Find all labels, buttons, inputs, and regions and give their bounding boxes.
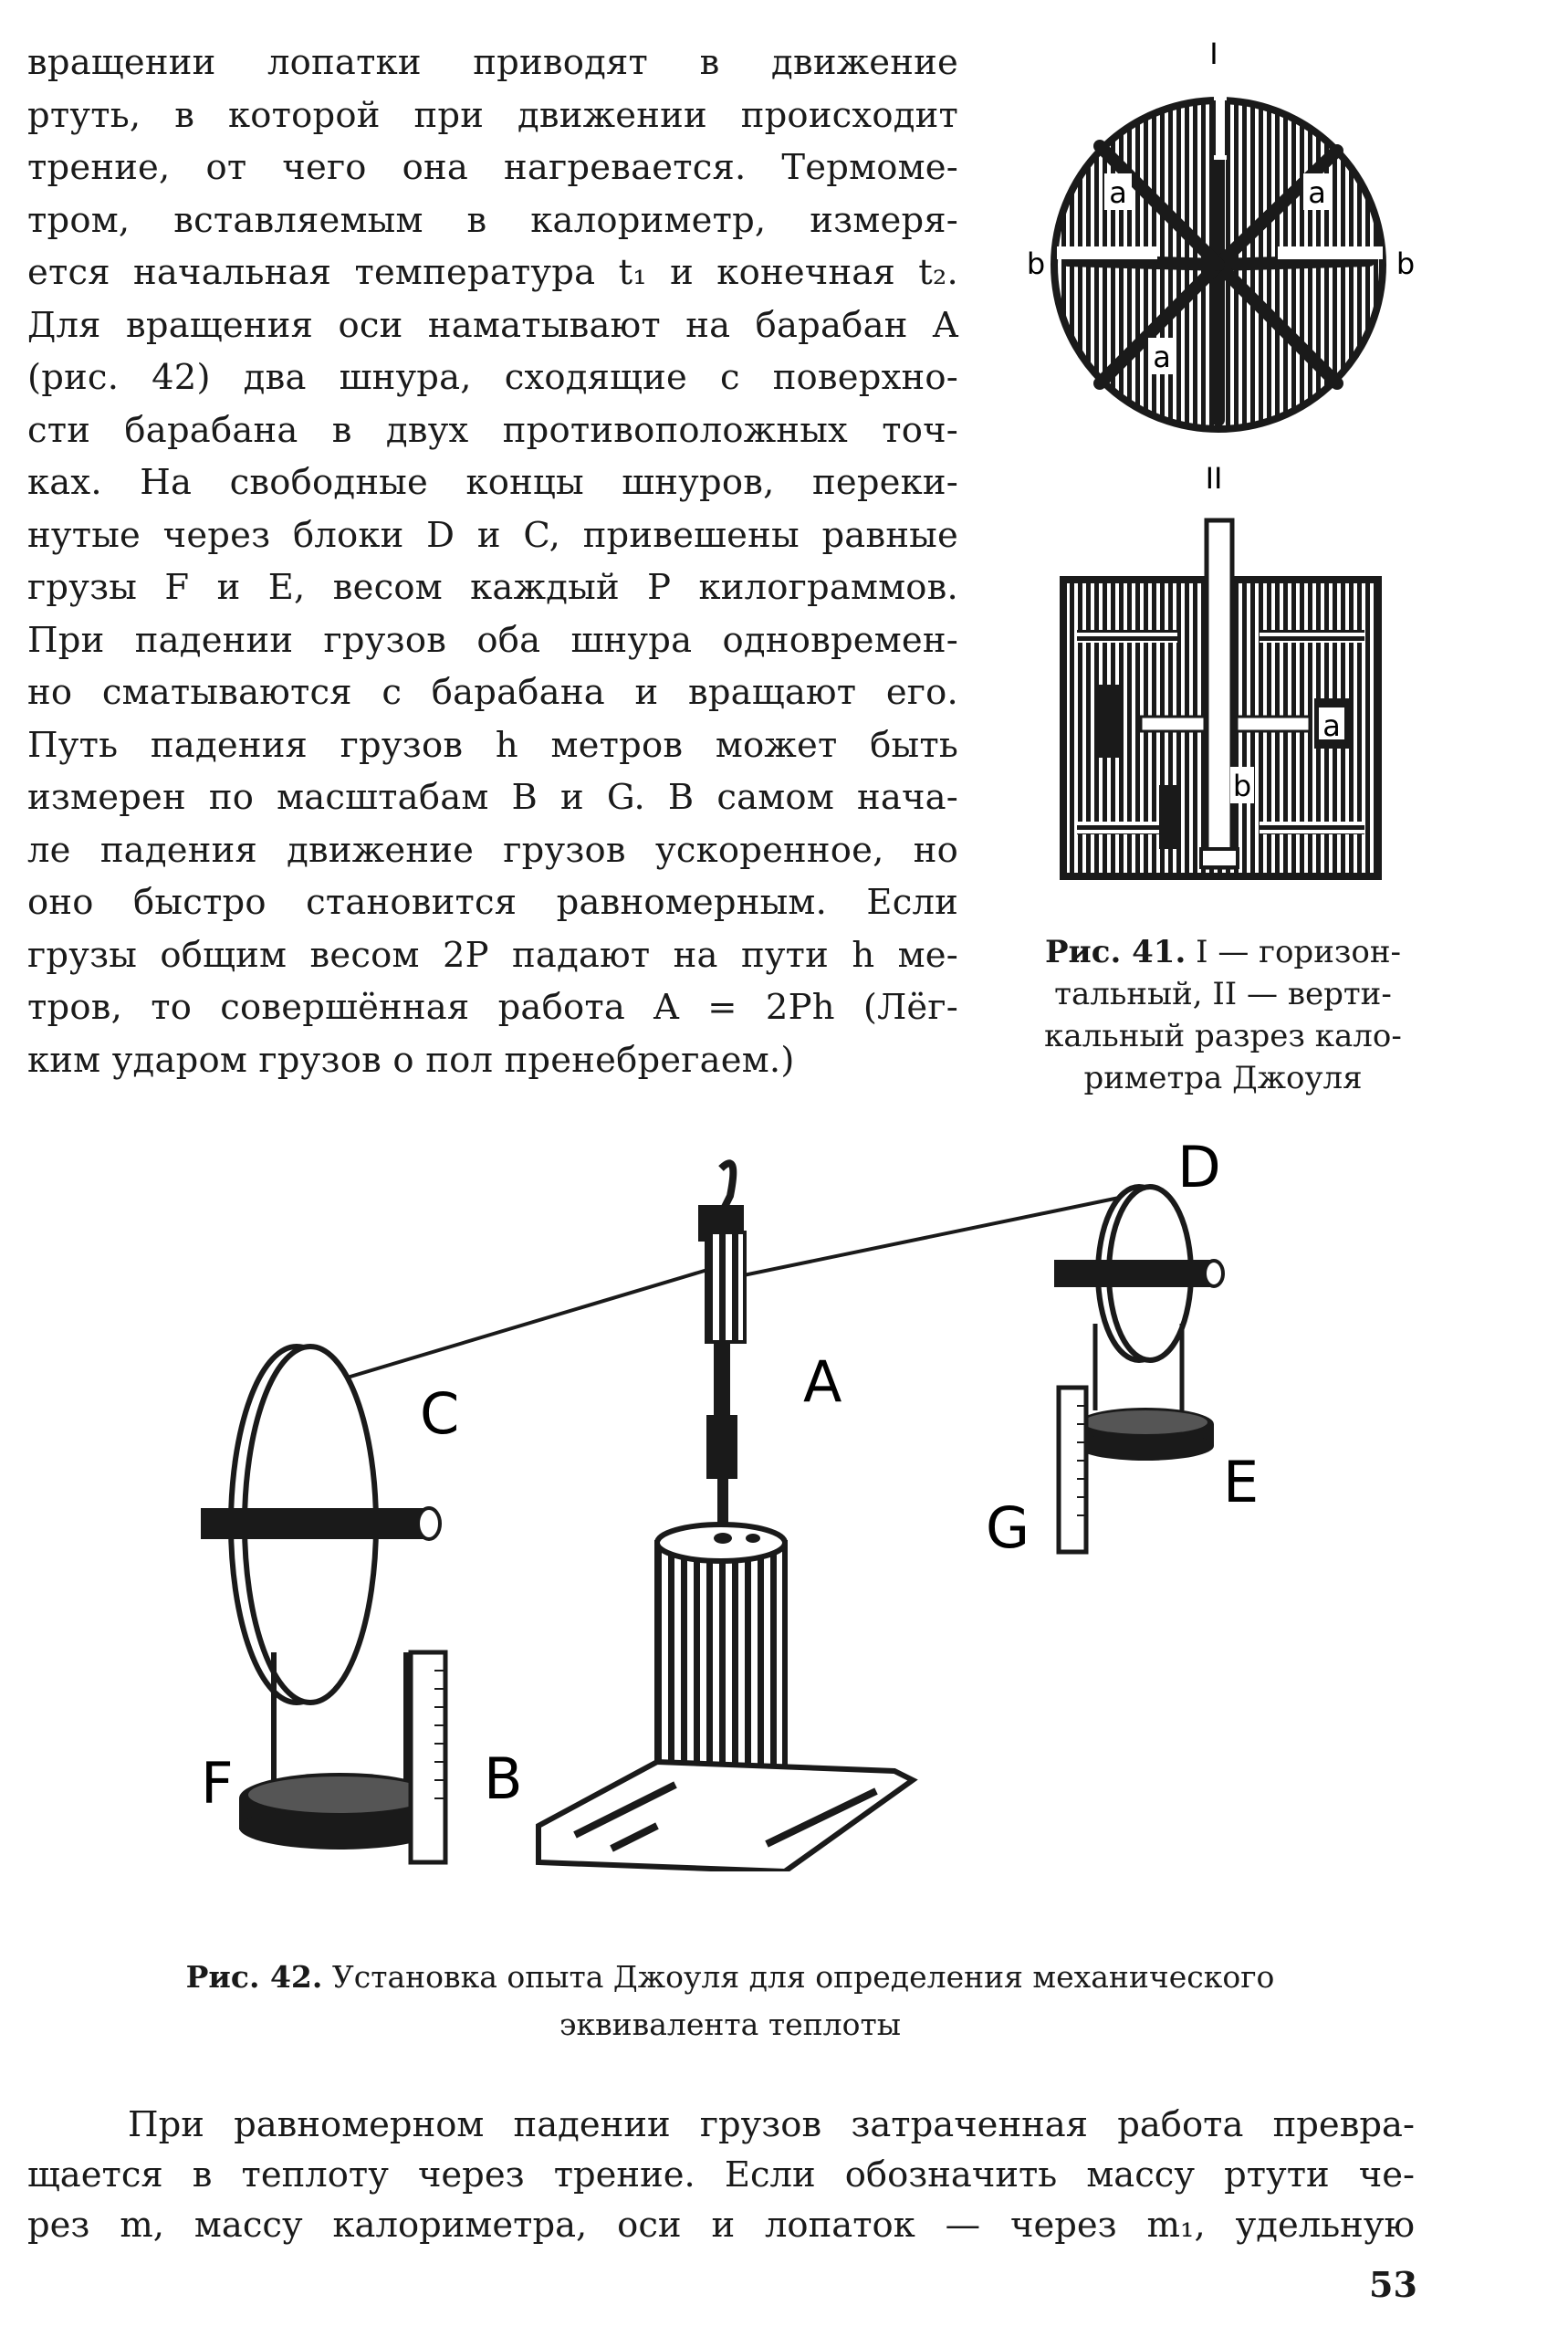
- text-line: тром, вставляемым в калориметр, измеря-: [27, 199, 958, 241]
- text-line: Для вращения оси наматывают на барабан A: [27, 304, 958, 346]
- caption-line-2: эквивалента теплоты: [559, 2007, 901, 2042]
- caption-line-1: [1013, 931, 1433, 973]
- text-line: трение, от чего она нагревается. Термоме-: [27, 147, 958, 188]
- figure-41-caption: [1013, 931, 1433, 1099]
- text-line: (рис. 42) два шнура, сходящие с поверхно-: [27, 357, 958, 398]
- text-line: грузы F и E, весом каждый P килограммов.: [27, 567, 958, 608]
- label-D: D: [1177, 1141, 1221, 1200]
- horizontal-section: [1054, 87, 1383, 429]
- caption-label: Рис. 41.: [1044, 934, 1186, 970]
- figure-42: [183, 1141, 1278, 1871]
- calorimeter-sections: [1004, 37, 1515, 931]
- label-II: II: [1205, 461, 1223, 496]
- caption-line: риметра Джоуля: [1083, 1060, 1363, 1096]
- text-line: ках. На свободные концы шнуров, переки-: [27, 462, 958, 503]
- caption-label: Рис. 42.: [185, 1959, 323, 1995]
- text-line: измерен по масштабам B и G. В самом нача-: [27, 777, 958, 818]
- label-b: b: [1396, 246, 1416, 281]
- main-text: [27, 37, 958, 1086]
- caption-text: Установка опыта Джоуля для определения механического: [331, 1959, 1275, 1995]
- text-line: нутые через блоки D и C, привешены равные: [27, 514, 958, 556]
- text-line: ле падения движение грузов ускоренное, но: [27, 829, 958, 871]
- text-line: но сматываются с барабана и вращают его.: [27, 672, 958, 713]
- label-E: E: [1223, 1449, 1260, 1515]
- label-F: F: [201, 1750, 234, 1817]
- label-b: b: [1026, 246, 1046, 281]
- cord-left: [283, 1260, 741, 1397]
- scale-G: [1059, 1388, 1086, 1552]
- text-line: При падении грузов оба шнура одновремен-: [27, 619, 958, 661]
- label-G: G: [986, 1494, 1030, 1561]
- vertical-section: [1063, 520, 1378, 876]
- label-a: a: [1109, 175, 1127, 210]
- label-a: a: [1153, 340, 1171, 374]
- text-line: щается в теплоту через трение. Если обозначить массу ртути че-: [27, 2154, 1415, 2196]
- text-line: тров, то совершённая работа A = 2Ph (Лёг-: [27, 987, 958, 1028]
- base-stand: [538, 1762, 913, 1871]
- label-C: C: [420, 1380, 460, 1447]
- pulley-C: [201, 1347, 440, 1780]
- text-line: рез m, массу калориметра, оси и лопаток — через m₁, удельную: [27, 2205, 1415, 2246]
- joule-apparatus: [183, 1141, 1278, 1871]
- text-line: ртуть, в которой при движении происходит: [27, 94, 958, 136]
- page-number: 53: [1369, 2264, 1417, 2305]
- text-line: оно быстро становится равномерным. Если: [27, 882, 958, 923]
- label-a: a: [1308, 175, 1326, 210]
- scale-B: [411, 1652, 445, 1862]
- text-line: При равномерном падении грузов затраченная работа превра-: [128, 2104, 1415, 2145]
- text-line: Путь падения грузов h метров может быть: [27, 724, 958, 766]
- drum-A: [698, 1163, 745, 1534]
- text-line: сти барабана в двух противоположных точ-: [27, 409, 958, 451]
- text-line: ким ударом грузов о пол пренебрегаем.): [27, 1039, 795, 1081]
- figure-42-caption: [82, 1954, 1378, 2049]
- bottom-text: [27, 2100, 1415, 2250]
- weight-E: [1077, 1408, 1214, 1461]
- caption-text: I — горизон-: [1196, 934, 1402, 970]
- label-I: I: [1209, 37, 1218, 71]
- pulley-D: [1054, 1187, 1223, 1410]
- caption-line: кальный разрез кало-: [1044, 1018, 1402, 1054]
- text-line: вращении лопатки приводят в движение: [27, 42, 958, 83]
- text-line: ется начальная температура t₁ и конечная t₂.: [27, 252, 958, 293]
- label-B: B: [484, 1745, 523, 1812]
- text-line: грузы общим весом 2P падают на пути h ме-: [27, 934, 958, 976]
- caption-line: тальный, II — верти-: [1054, 976, 1392, 1012]
- label-A: A: [803, 1348, 842, 1415]
- caption-line-1: [82, 1954, 1378, 2001]
- label-b: b: [1232, 769, 1252, 803]
- label-a: a: [1322, 708, 1341, 743]
